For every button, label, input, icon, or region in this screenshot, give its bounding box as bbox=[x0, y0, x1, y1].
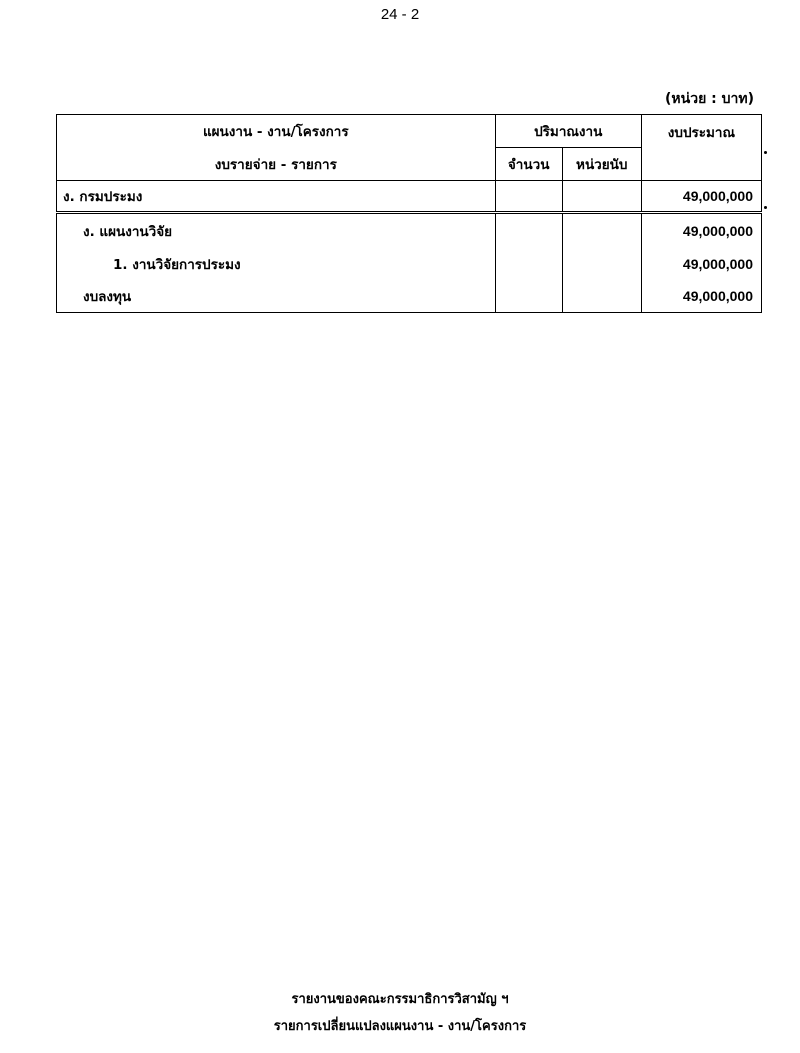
department-row bbox=[57, 181, 762, 213]
department-unit bbox=[562, 181, 641, 213]
budget-table bbox=[56, 114, 762, 313]
unit-label: (หน่วย : บาท) bbox=[665, 91, 754, 107]
header-unit: หน่วยนับ bbox=[562, 148, 641, 181]
row-budget: 49,000,000 bbox=[641, 248, 761, 280]
footer-line-2: รายการเปลี่ยนแปลงแผนงาน - งาน/โครงการ bbox=[273, 1019, 527, 1034]
header-budget: งบประมาณ bbox=[641, 115, 761, 181]
row-unit bbox=[562, 248, 641, 280]
row-quantity bbox=[495, 213, 562, 249]
row-unit bbox=[562, 280, 641, 313]
department-quantity bbox=[495, 181, 562, 213]
row-label: ง. แผนงานวิจัย bbox=[57, 213, 496, 249]
row-quantity bbox=[495, 248, 562, 280]
header-plan-line1: แผนงาน - งาน/โครงการ bbox=[57, 115, 496, 148]
department-label: ง. กรมประมง bbox=[57, 181, 496, 213]
footer-line-1: รายงานของคณะกรรมาธิการวิสามัญ ฯ bbox=[291, 992, 509, 1007]
table-row bbox=[57, 213, 762, 249]
row-budget: 49,000,000 bbox=[641, 213, 761, 249]
scan-mark bbox=[764, 151, 767, 154]
row-budget: 49,000,000 bbox=[641, 280, 761, 313]
row-label: งบลงทุน bbox=[57, 280, 496, 313]
department-budget: 49,000,000 bbox=[641, 181, 761, 213]
row-unit bbox=[562, 213, 641, 249]
scan-mark bbox=[764, 206, 767, 209]
header-workload: ปริมาณงาน bbox=[495, 115, 641, 148]
header-row-1 bbox=[57, 115, 762, 148]
page-number: 24 - 2 bbox=[380, 6, 420, 23]
header-quantity: จำนวน bbox=[495, 148, 562, 181]
table-row bbox=[57, 280, 762, 313]
row-quantity bbox=[495, 280, 562, 313]
header-plan-line2: งบรายจ่าย - รายการ bbox=[57, 148, 496, 181]
row-label: 1. งานวิจัยการประมง bbox=[57, 248, 496, 280]
table-row bbox=[57, 248, 762, 280]
